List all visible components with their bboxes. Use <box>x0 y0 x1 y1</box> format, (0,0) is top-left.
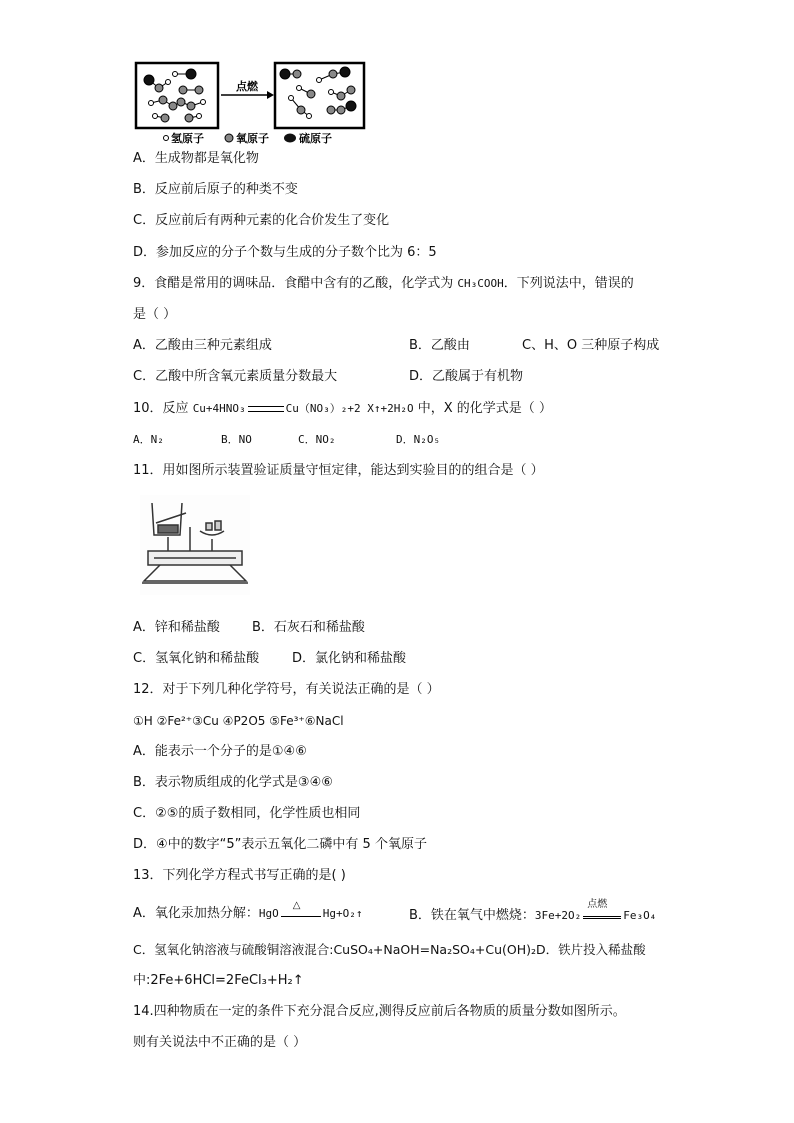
oxygen-atom <box>155 84 163 92</box>
q9-stem <box>133 276 634 292</box>
oxygen-atom <box>347 86 355 94</box>
oxygen-atom <box>337 106 345 114</box>
q12-stem: 12．对于下列几种化学符号，有关说法正确的是（ ） <box>133 682 440 697</box>
arrow-head-icon <box>267 91 274 99</box>
sulfur-atom <box>144 75 154 85</box>
hydrogen-atom <box>197 114 202 119</box>
q13-b-pre: B．铁在氧气中燃烧： <box>409 908 535 923</box>
q9-option-d: D．乙酸属于有机物 <box>409 369 524 384</box>
oxygen-atom <box>329 70 337 78</box>
q9-option-a: A．乙酸由三种元素组成 <box>133 338 272 353</box>
legend-hydrogen: 氢原子 <box>171 132 204 145</box>
q10-option-b: B．NO <box>221 433 252 446</box>
q13-a-pre: A．氧化汞加热分解： <box>133 906 259 921</box>
oxygen-atom <box>297 106 305 114</box>
q11-option-d: D．氯化钠和稀盐酸 <box>292 651 407 666</box>
q11-option-c: C．氢氧化钠和稀盐酸 <box>133 651 260 666</box>
q10-stem <box>133 401 552 417</box>
q13-b-arrow <box>583 899 621 919</box>
oxygen-atom <box>169 102 177 110</box>
legend-oxygen-icon <box>225 134 233 142</box>
hydrogen-atom <box>317 78 322 83</box>
q8-option-b: B．反应前后原子的种类不变 <box>133 182 298 197</box>
q9-option-b-cont: C、H、O 三种原子构成 <box>522 338 660 353</box>
oxygen-atom <box>185 114 193 122</box>
arrow-label: 点燃 <box>236 80 258 93</box>
hydrogen-atom <box>307 114 312 119</box>
balance-apparatus-image <box>140 495 250 595</box>
q11-option-a: A．锌和稀盐酸 <box>133 620 220 635</box>
q13-option-a <box>133 900 363 922</box>
heat-triangle-icon: △ <box>292 900 301 911</box>
q13-b-condition: 点燃 <box>587 899 608 910</box>
q11-option-b: B．石灰石和稀盐酸 <box>252 620 365 635</box>
q13-b-right: Fe₃O₄ <box>623 909 657 922</box>
q13-a-arrow <box>281 900 321 917</box>
q8-option-d: D．参加反应的分子个数与生成的分子数个比为 6：5 <box>133 245 437 260</box>
q14-stem: 14.四种物质在一定的条件下充分混合反应,测得反应前后各物质的质量分数如图所示。 <box>133 1004 626 1019</box>
oxygen-atom <box>293 70 301 78</box>
oxygen-atom <box>187 102 195 110</box>
q10-pre: 10．反应 <box>133 401 193 416</box>
q12-option-d: D．④中的数字“5”表示五氧化二磷中有 5 个氧原子 <box>133 837 427 852</box>
q13-option-b <box>409 899 657 924</box>
sulfur-atom <box>186 69 196 79</box>
q12-option-c: C．②⑤的质子数相同，化学性质也相同 <box>133 806 361 821</box>
q9-option-b: B．乙酸由 <box>409 338 470 353</box>
q9-stem-line2: 是（ ） <box>133 307 177 322</box>
q10-option-d: D．N₂O₅ <box>396 433 441 446</box>
legend-sulfur: 硫原子 <box>299 132 332 145</box>
q13-a-left: HgO <box>258 907 279 920</box>
legend-oxygen: 氧原子 <box>236 132 269 145</box>
q13-b-left: 3Fe+2O₂ <box>534 909 582 922</box>
q10-eq-sign <box>248 406 284 412</box>
q8-option-a: A．生成物都是氧化物 <box>133 151 259 166</box>
q12-option-b: B．表示物质组成的化学式是③④⑥ <box>133 775 333 790</box>
sulfur-atom <box>340 67 350 77</box>
oxygen-atom <box>337 92 345 100</box>
q12-symbols: ①H ②Fe²⁺③Cu ④P2O5 ⑤Fe³⁺⑥NaCl <box>133 714 344 728</box>
oxygen-atom <box>179 86 187 94</box>
sulfur-atom <box>280 69 290 79</box>
hydrogen-atom <box>173 72 178 77</box>
q9-option-c: C．乙酸中所含氧元素质量分数最大 <box>133 369 338 384</box>
oxygen-atom <box>307 90 315 98</box>
q8-option-c: C．反应前后有两种元素的化合价发生了变化 <box>133 213 390 228</box>
q13-stem: 13．下列化学方程式书写正确的是( ) <box>133 868 346 883</box>
oxygen-atom <box>327 106 335 114</box>
legend-hydrogen-icon <box>164 136 169 141</box>
hydrogen-atom <box>201 100 206 105</box>
q10-eq-right: Cu（NO₃）₂+2 X↑+2H₂O <box>285 402 414 415</box>
q9-stem-post: ．下列说法中，错误的 <box>503 276 634 291</box>
sulfur-atom <box>346 101 356 111</box>
oxygen-atom <box>177 98 185 106</box>
hydrogen-atom <box>153 114 158 119</box>
hydrogen-atom <box>289 96 294 101</box>
hydrogen-atom <box>149 101 154 106</box>
q10-option-a: A．N₂ <box>133 433 164 446</box>
q9-stem-pre: 9．食醋是常用的调味品．食醋中含有的乙酸，化学式为 <box>133 276 458 291</box>
hydrogen-atom <box>329 90 334 95</box>
oxygen-atom <box>161 114 169 122</box>
q11-stem: 11．用如图所示装置验证质量守恒定律，能达到实验目的的组合是（ ） <box>133 463 544 478</box>
q9-formula: CH₃COOH <box>457 277 504 290</box>
q12-option-a: A．能表示一个分子的是①④⑥ <box>133 744 307 759</box>
oxygen-atom <box>159 96 167 104</box>
q13-option-d-cont: 中:2Fe+6HCl=2FeCl₃+H₂↑ <box>133 973 304 988</box>
q10-post: 中，X 的化学式是（ ） <box>413 401 552 416</box>
q10-eq-left: Cu+4HNO₃ <box>192 402 246 415</box>
hydrogen-atom <box>166 80 171 85</box>
legend-sulfur-icon <box>284 134 296 143</box>
oxygen-atom <box>195 86 203 94</box>
hydrogen-atom <box>297 86 302 91</box>
q10-option-c: C．NO₂ <box>298 433 336 446</box>
q13-a-right: Hg+O₂↑ <box>322 907 363 920</box>
reaction-diagram <box>133 58 373 148</box>
q13-option-c: C．氢氧化钠溶液与硫酸铜溶液混合:CuSO₄+NaOH=Na₂SO₄+Cu(OH)₂D．铁片投入稀盐酸 <box>133 942 646 957</box>
q14-stem-line2: 则有关说法中不正确的是（ ） <box>133 1035 307 1050</box>
